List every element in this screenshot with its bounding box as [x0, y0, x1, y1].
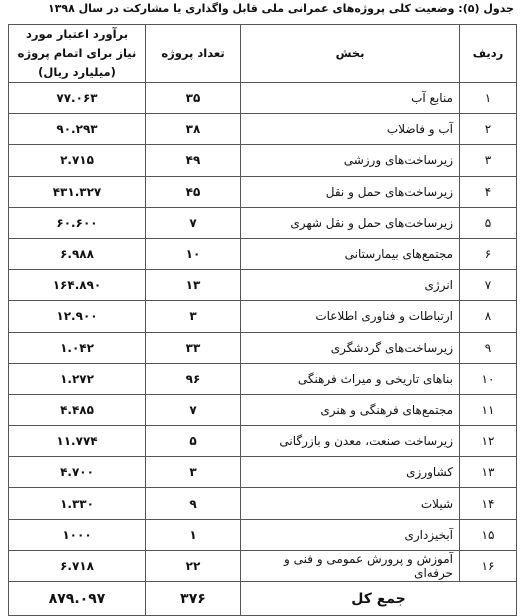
table-caption: جدول (۵): وضعیت کلی پروژه‌های عمرانی ملی قابل واگذاری یا مشارکت در سال ۱۳۹۸ — [47, 2, 514, 15]
row-number-cell: ۱۴ — [460, 488, 517, 519]
required-credit-cell: ۲.۷۱۵ — [9, 145, 146, 176]
project-count-cell: ۷ — [146, 394, 241, 425]
required-credit-cell: ۱.۳۳۰ — [9, 488, 146, 519]
project-count-cell: ۱ — [146, 519, 241, 550]
required-credit-cell: ۴۳۱.۳۲۷ — [9, 176, 146, 207]
project-count-cell: ۳۸ — [146, 114, 241, 145]
projects-table — [8, 24, 517, 616]
sector-cell: منابع آب — [241, 83, 460, 114]
row-number-cell: ۱۲ — [460, 426, 517, 457]
row-number-cell: ۱۰ — [460, 363, 517, 394]
required-credit-cell: ۱۱.۷۷۴ — [9, 426, 146, 457]
row-number-cell: ۹ — [460, 332, 517, 363]
table-row — [9, 301, 517, 332]
table-row — [9, 550, 517, 581]
row-number-cell: ۱۳ — [460, 457, 517, 488]
project-count-cell: ۱۰ — [146, 238, 241, 269]
project-count-cell: ۴۵ — [146, 176, 241, 207]
sector-cell: آب و فاضلاب — [241, 114, 460, 145]
total-row — [9, 582, 517, 616]
required-credit-cell: ۱۶۴.۸۹۰ — [9, 270, 146, 301]
table-row — [9, 83, 517, 114]
total-count: ۳۷۶ — [146, 582, 241, 616]
table-row — [9, 270, 517, 301]
required-credit-cell: ۱۲.۹۰۰ — [9, 301, 146, 332]
row-number-cell: ۲ — [460, 114, 517, 145]
table-row — [9, 114, 517, 145]
required-credit-cell: ۱.۰۴۲ — [9, 332, 146, 363]
header-project-count: تعداد پروژه — [146, 25, 241, 83]
sector-cell: زیرساخت‌های حمل و نقل شهری — [241, 207, 460, 238]
row-number-cell: ۱۶ — [460, 550, 517, 581]
project-count-cell: ۳ — [146, 301, 241, 332]
sector-cell: کشاورزی — [241, 457, 460, 488]
sector-cell: آبخیزداری — [241, 519, 460, 550]
sector-cell: زیرساخت‌های گردشگری — [241, 332, 460, 363]
table-row — [9, 238, 517, 269]
project-count-cell: ۴۹ — [146, 145, 241, 176]
table-row — [9, 363, 517, 394]
row-number-cell: ۵ — [460, 207, 517, 238]
header-required-credit: برآورد اعتبار مورد نیاز برای اتمام پروژه (میلیارد ریال) — [9, 25, 146, 83]
row-number-cell: ۱ — [460, 83, 517, 114]
sector-cell: آموزش و پرورش عمومی و فنی و حرفه‌ای — [241, 550, 460, 581]
table-row — [9, 488, 517, 519]
table-row — [9, 176, 517, 207]
row-number-cell: ۱۵ — [460, 519, 517, 550]
table-row — [9, 457, 517, 488]
required-credit-cell: ۴.۷۰۰ — [9, 457, 146, 488]
project-count-cell: ۳۵ — [146, 83, 241, 114]
required-credit-cell: ۴.۴۸۵ — [9, 394, 146, 425]
header-sector: بخش — [241, 25, 460, 83]
required-credit-cell: ۶۰.۶۰۰ — [9, 207, 146, 238]
row-number-cell: ۳ — [460, 145, 517, 176]
table-body — [9, 83, 517, 582]
table-row — [9, 394, 517, 425]
project-count-cell: ۲۲ — [146, 550, 241, 581]
row-number-cell: ۱۱ — [460, 394, 517, 425]
sector-cell: ارتباطات و فناوری اطلاعات — [241, 301, 460, 332]
total-credit: ۸۷۹.۰۹۷ — [9, 582, 146, 616]
project-count-cell: ۷ — [146, 207, 241, 238]
total-label: جمع کل — [241, 582, 517, 616]
project-count-cell: ۱۳ — [146, 270, 241, 301]
sector-cell: زیرساخت‌های ورزشی — [241, 145, 460, 176]
row-number-cell: ۸ — [460, 301, 517, 332]
sector-cell: شیلات — [241, 488, 460, 519]
sector-cell: بناهای تاریخی و میراث فرهنگی — [241, 363, 460, 394]
sector-cell: مجتمع‌های بیمارستانی — [241, 238, 460, 269]
project-count-cell: ۳۳ — [146, 332, 241, 363]
project-count-cell: ۹ — [146, 488, 241, 519]
required-credit-cell: ۹۰.۲۹۳ — [9, 114, 146, 145]
sector-cell: مجتمع‌های فرهنگی و هنری — [241, 394, 460, 425]
project-count-cell: ۳ — [146, 457, 241, 488]
table-row — [9, 145, 517, 176]
table-row — [9, 207, 517, 238]
project-count-cell: ۹۶ — [146, 363, 241, 394]
table-row — [9, 426, 517, 457]
required-credit-cell: ۷۷.۰۶۳ — [9, 83, 146, 114]
sector-cell: انرژی — [241, 270, 460, 301]
required-credit-cell: ۶.۷۱۸ — [9, 550, 146, 581]
table-row — [9, 519, 517, 550]
header-row-number: ردیف — [460, 25, 517, 83]
row-number-cell: ۴ — [460, 176, 517, 207]
row-number-cell: ۶ — [460, 238, 517, 269]
sector-cell: زیرساخت‌های حمل و نقل — [241, 176, 460, 207]
required-credit-cell: ۱.۲۷۲ — [9, 363, 146, 394]
table-row — [9, 332, 517, 363]
table-header-row — [9, 25, 517, 83]
project-count-cell: ۵ — [146, 426, 241, 457]
required-credit-cell: ۱۰۰۰ — [9, 519, 146, 550]
row-number-cell: ۷ — [460, 270, 517, 301]
required-credit-cell: ۶.۹۸۸ — [9, 238, 146, 269]
sector-cell: زیرساخت صنعت، معدن و بازرگانی — [241, 426, 460, 457]
